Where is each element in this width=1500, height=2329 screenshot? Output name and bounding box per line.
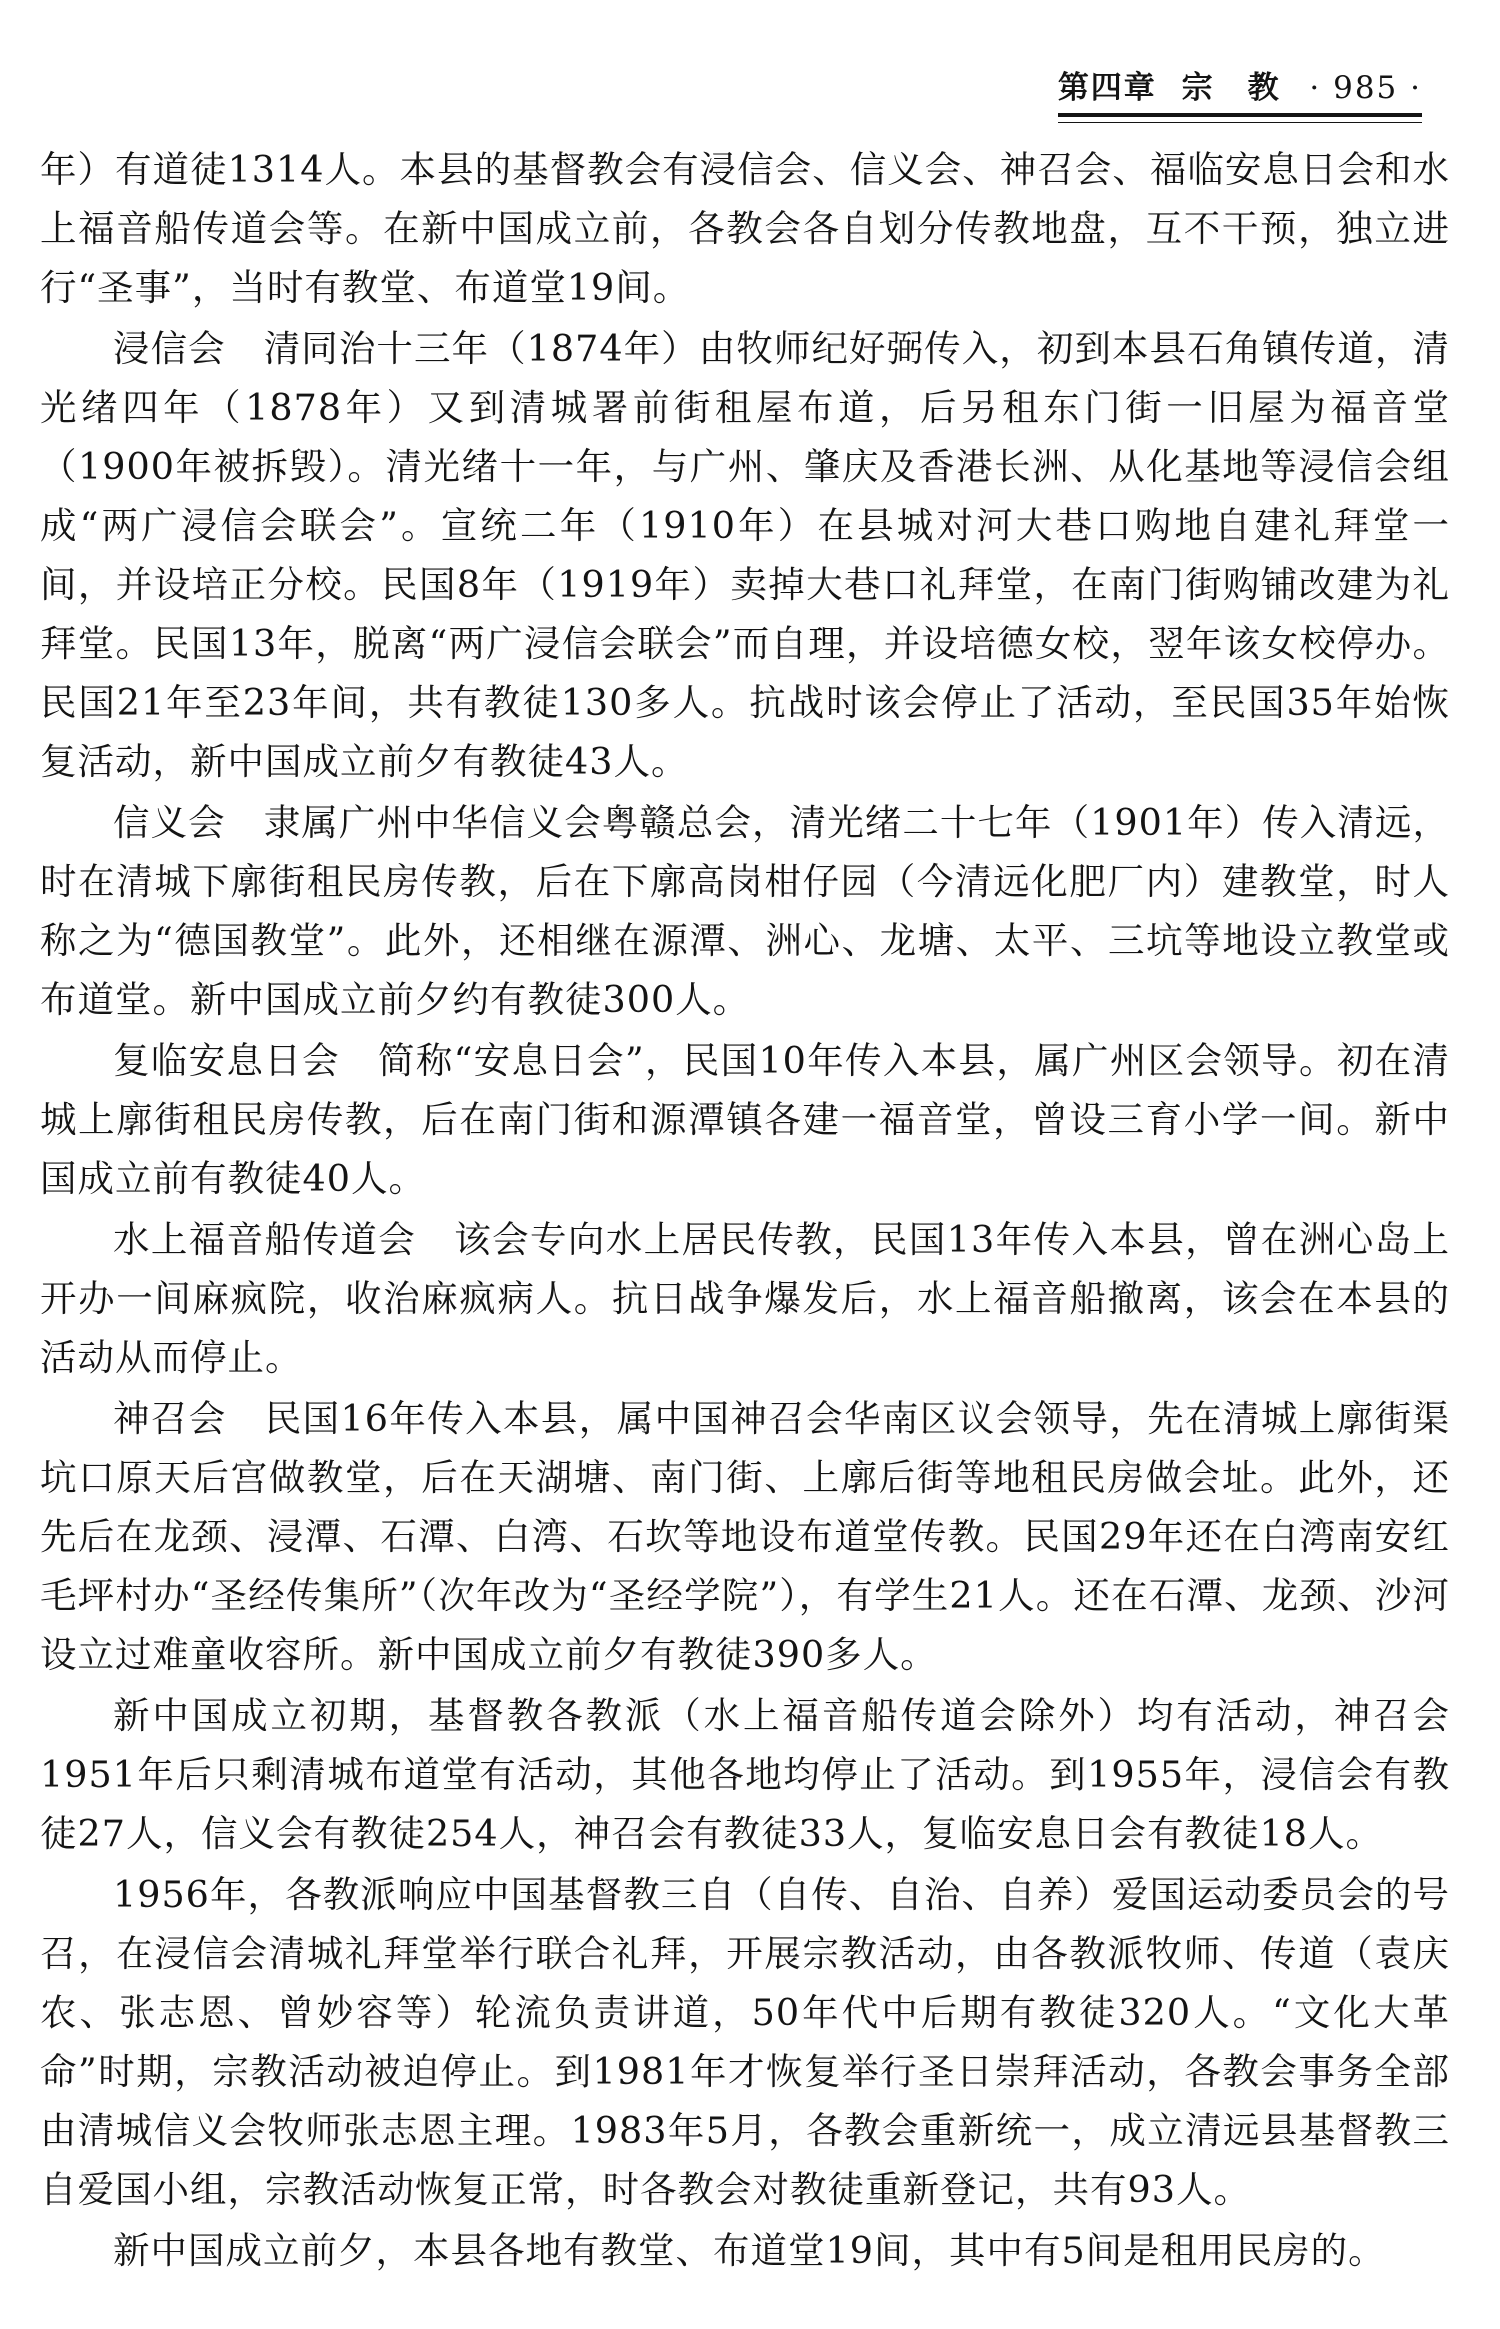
paragraph-text: 1956年，各教派响应中国基督教三自（自传、自治、自养）爱国运动委员会的号召，在浸信会清城礼拜堂举行联合礼拜，开展宗教活动，由各教派牧师、传道（袁庆农、张志恩、曾妙容等）轮流负责讲道，50年代中后期有教徒320人。“文化大革命”时期，宗教活动被迫停止。到1981年才恢复举行圣日崇拜活动，各教会事务全部由清城信义会牧师张志恩主理。1983年5月，各教会重新统一，成立清远县基督教三自爱国小组，宗教活动恢复正常，时各教会对教徒重新登记，共有93人。 [40, 1873, 1450, 2211]
section-lead: 复临安息日会 [113, 1039, 340, 1082]
paragraph-text: 新中国成立初期，基督教各教派（水上福音船传道会除外）均有活动，神召会1951年后只剩清城布道堂有活动，其他各地均停止了活动。到1955年，浸信会有教徒27人，信义会有教徒254人，神召会有教徒33人，复临安息日会有教徒18人。 [40, 1694, 1450, 1855]
paragraph-text: 简称“安息日会”，民国10年传入本县，属广州区会领导。初在清城上廓街租民房传教，后在南门街和源潭镇各建一福音堂，曾设三育小学一间。新中国成立前有教徒40人。 [40, 1039, 1451, 1200]
paragraph-text: 新中国成立前夕，本县各地有教堂、布道堂19间，其中有5间是租用民房的。 [113, 2229, 1386, 2272]
paragraph [40, 793, 1450, 1029]
paragraph [40, 1031, 1450, 1208]
paragraph-text: 隶属广州中华信义会粤赣总会，清光绪二十七年（1901年）传入清远，时在清城下廓街租民房传教，后在下廓高岗柑仔园（今清远化肥厂内）建教堂，时人称之为“德国教堂”。此外，还相继在源潭、洲心、龙塘、太平、三坑等地设立教堂或布道堂。新中国成立前夕约有教徒300人。 [40, 801, 1451, 1021]
section-lead: 水上福音船传道会 [113, 1218, 417, 1261]
page-number: · 985 · [1309, 70, 1422, 106]
paragraph [40, 1686, 1450, 1863]
section-lead: 信义会 [113, 801, 226, 844]
chapter-title: 宗 教 [1181, 70, 1281, 106]
paragraph-text: 年）有道徒1314人。本县的基督教会有浸信会、信义会、神召会、福临安息日会和水上福音船传道会等。在新中国成立前，各教会各自划分传教地盘，互不干预，独立进行“圣事”，当时有教堂、布道堂19间。 [40, 148, 1450, 309]
paragraph [40, 1210, 1450, 1387]
paragraph [40, 1865, 1450, 2219]
paragraph-text: 该会专向水上居民传教，民国13年传入本县，曾在洲心岛上开办一间麻疯院，收治麻疯病人。抗日战争爆发后，水上福音船撤离，该会在本县的活动从而停止。 [40, 1218, 1451, 1379]
section-lead: 浸信会 [113, 327, 226, 370]
chapter-label: 第四章 [1057, 70, 1157, 106]
paragraph [40, 140, 1450, 317]
paragraph [40, 319, 1450, 791]
paragraph [40, 1389, 1450, 1684]
body-text [40, 140, 1450, 2282]
paragraph [40, 2221, 1450, 2280]
paragraph-text: 民国16年传入本县，属中国神召会华南区议会领导，先在清城上廓街渠坑口原天后宫做教堂，后在天湖塘、南门街、上廓后街等地租民房做会址。此外，还先后在龙颈、浸潭、石潭、白湾、石坎等地设布道堂传教。民国29年还在白湾南安红毛坪村办“圣经传集所”（次年改为“圣经学院”），有学生21人。还在石潭、龙颈、沙河设立过难童收容所。新中国成立前夕有教徒390多人。 [40, 1397, 1450, 1676]
paragraph-text: 清同治十三年（1874年）由牧师纪好弼传入，初到本县石角镇传道，清光绪四年（1878年）又到清城署前街租屋布道，后另租东门街一旧屋为福音堂（1900年被拆毁）。清光绪十一年，与广州、肇庆及香港长洲、从化基地等浸信会组成“两广浸信会联会”。宣统二年（1910年）在县城对河大巷口购地自建礼拜堂一间，并设培正分校。民国8年（1919年）卖掉大巷口礼拜堂，在南门街购铺改建为礼拜堂。民国13年，脱离“两广浸信会联会”而自理，并设培德女校，翌年该女校停办。民国21年至23年间，共有教徒130多人。抗战时该会停止了活动，至民国35年始恢复活动，新中国成立前夕有教徒43人。 [40, 327, 1451, 783]
section-lead: 神召会 [113, 1397, 227, 1440]
running-header [1058, 62, 1422, 117]
